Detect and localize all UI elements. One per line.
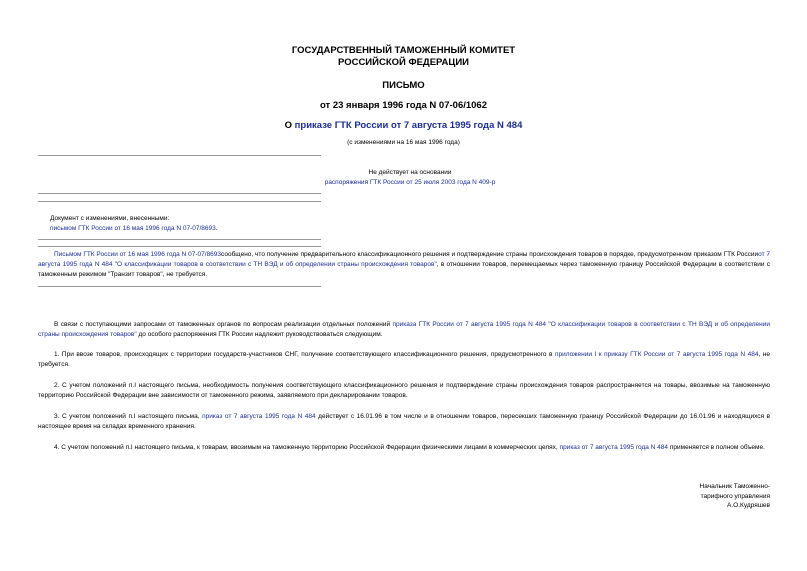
paragraph-1-link[interactable]: приложении I к приказу ГТК России от 7 августа 1995 года N 484 <box>554 351 759 358</box>
status-line: Не действует на основании <box>368 169 452 176</box>
document-date-number: от 23 января 1996 года N 07-06/1062 <box>319 100 487 111</box>
agency-title-line2: РОССИЙСКОЙ ФЕДЕРАЦИИ <box>337 57 469 68</box>
paragraph-4-link[interactable]: приказ от 7 августа 1995 года N 484 <box>559 444 669 451</box>
signature-title: Начальник Таможенно- <box>699 483 770 490</box>
signature-block <box>600 482 770 511</box>
amended-block <box>50 214 330 233</box>
paragraph-text: 3. С учетом положений п.I настоящего письма, <box>54 413 203 420</box>
intro-text: В связи с поступающими запросами от таможенных органов по вопросам реализации отдельных положений <box>54 321 393 328</box>
divider <box>38 286 321 287</box>
subject-prefix: О <box>284 120 295 131</box>
note-paragraph <box>38 250 770 280</box>
amended-link[interactable]: письмом ГТК России от 16 мая 1996 года N 07-07/8693 <box>50 224 216 232</box>
note-text: сообщено, что получение предварительного классификационного решения и подтверждение страны происхождения товаров в порядке, предусмотренном приказом ГТК России <box>221 251 759 258</box>
amended-line: Документ с изменениями, внесенными: <box>50 215 170 222</box>
divider <box>38 155 321 156</box>
intro-paragraph <box>38 320 770 340</box>
intro-link[interactable]: приказа ГТК России от 7 августа 1995 года N 484 "О классификации товаров в соответствии с ТН ВЭД и об определении страны происхождения товаров" <box>38 321 770 338</box>
paragraph-text: применяется в полном объеме. <box>668 444 765 451</box>
document-subject <box>0 120 807 131</box>
paragraph-3 <box>38 412 770 432</box>
paragraph-text: 2. С учетом положений п.I настоящего письма, необходимость получения соответствующего классификационного решения и подтверждение страны происхождения товаров распространяется на товары, ввозимые на таможенную территорию Российской Федерации вне зависимости от таможенного режима, заявляемого при декларировании товаров. <box>38 382 770 399</box>
paragraph-text: 1. При ввозе товаров, происходящих с территории государств-участников СНГ, получение соответствующего классификационного решения, предусмотренного в <box>54 351 555 358</box>
divider <box>38 239 321 240</box>
status-link[interactable]: распоряжения ГТК России от 25 июля 2003 года N 409-р <box>324 178 496 186</box>
paragraph-text: 4. С учетом положений п.I настоящего письма, к товарам, ввозимым на таможенную территорию Российской Федерации физическими лицами в коммерческих целях, <box>54 444 560 451</box>
paragraph-1 <box>38 350 770 370</box>
paragraph-2 <box>38 381 770 401</box>
agency-title-line1: ГОСУДАРСТВЕННЫЙ ТАМОЖЕННЫЙ КОМИТЕТ <box>291 45 516 56</box>
paragraph-text: действует с 16.01.96 в том числе и в отношении товаров, пересекших таможенную границу Российской Федерации до 16.01.96 и находящихся в настоящее время на складах временного хранения. <box>38 413 770 430</box>
amended-tail: . <box>215 224 218 232</box>
subject-link[interactable]: приказе ГТК России от 7 августа 1995 года N 484 <box>294 120 523 131</box>
note-text: , в отношении товаров, перемещаемых через таможенную границу Российской Федерации в соответствии с таможенным режимом "Транзит товаров", не требуется. <box>38 261 770 278</box>
divider <box>38 246 321 247</box>
note-link-letter[interactable]: Письмом ГТК России от 16 мая 1996 года N 07-07/8693 <box>54 251 222 258</box>
divider <box>38 193 321 194</box>
signature-name: А.О.Кудряшев <box>727 502 770 510</box>
status-block <box>305 168 515 187</box>
paragraph-4 <box>38 443 770 453</box>
document-type: ПИСЬМО <box>382 80 425 91</box>
signature-department: тарифного управления <box>700 492 770 500</box>
paragraph-3-link[interactable]: приказ от 7 августа 1995 года N 484 <box>202 413 316 420</box>
divider <box>38 201 321 202</box>
paragraph-text: , не требуется. <box>38 351 770 368</box>
note-link-order[interactable]: от 7 августа 1995 года N 484 "О классификации товаров в соответствии с ТН ВЭД и об определении страны происхождения товаров" <box>38 251 770 268</box>
intro-text: до особого распоряжения ГТК России надлежит руководствоваться следующим. <box>136 331 383 338</box>
amendment-note: (с изменениями на 16 мая 1996 года) <box>347 139 460 146</box>
